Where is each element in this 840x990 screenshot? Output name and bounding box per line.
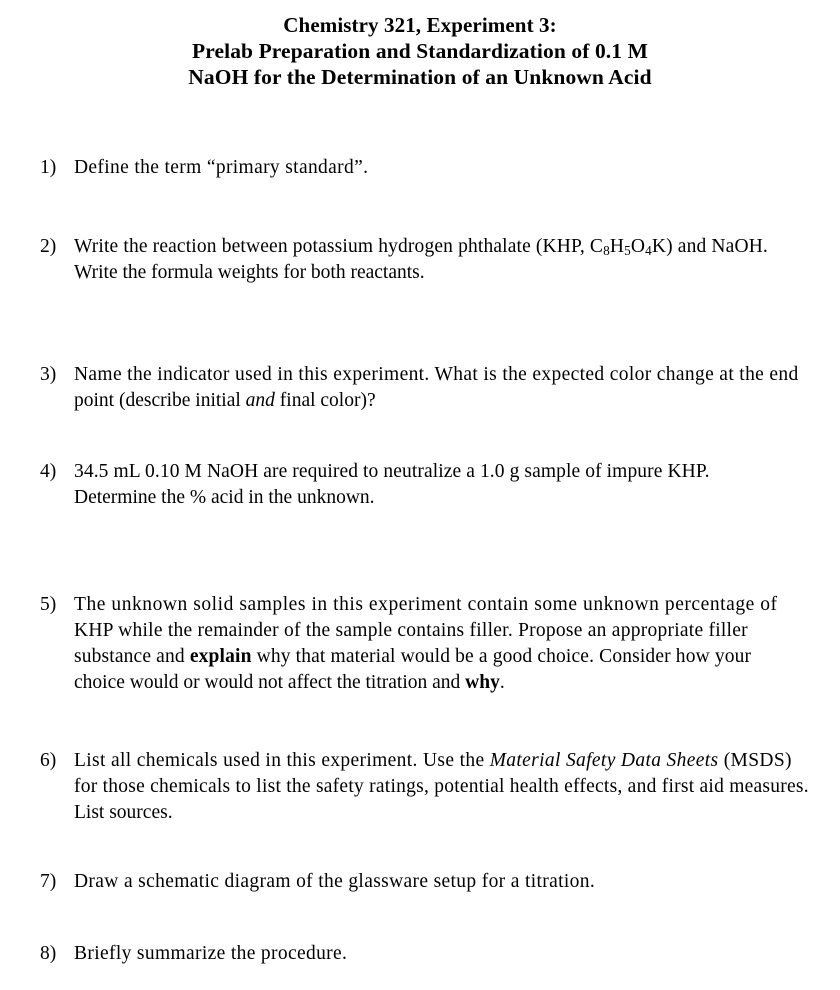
question-line — [74, 869, 595, 895]
question-number: 3) — [40, 364, 57, 385]
text-run: 34.5 mL 0.10 M NaOH are required to neutralize a 1.0 g sample of impure KHP. — [74, 461, 710, 482]
text-run: Draw a schematic diagram of the glassware setup for a titration. — [74, 871, 596, 892]
question-line — [74, 362, 799, 388]
title-line-1: Chemistry 321, Experiment 3: — [283, 13, 557, 37]
question-line — [74, 774, 809, 800]
question-text — [74, 459, 710, 511]
question-number: 2) — [40, 236, 57, 257]
text-run: Write the reaction between potassium hydrogen phthalate (KHP, C — [74, 236, 604, 257]
question-item — [40, 592, 778, 696]
text-run: List sources. — [74, 802, 173, 823]
emphasis-italic: and — [245, 390, 275, 411]
question-line — [74, 155, 368, 181]
document-title — [0, 12, 840, 90]
text-run: O — [630, 236, 646, 257]
question-number: 5) — [40, 594, 57, 615]
emphasis-bold: why — [465, 672, 500, 693]
question-line — [74, 800, 809, 826]
question-line — [74, 670, 778, 696]
text-run: Name the indicator used in this experiment. What is the expected color change at the end — [74, 364, 799, 385]
question-line — [74, 618, 778, 644]
question-text — [74, 869, 595, 895]
question-item — [40, 869, 595, 895]
question-text — [74, 234, 768, 286]
question-text — [74, 592, 778, 696]
question-text — [74, 941, 347, 967]
emphasis-italic: Material Safety Data Sheets — [489, 750, 719, 771]
question-item — [40, 234, 768, 286]
text-run: why that material would be a good choice. Consider how your — [251, 646, 752, 667]
question-line — [74, 234, 768, 260]
chemical-subscript: 5 — [624, 242, 631, 258]
question-item — [40, 155, 368, 181]
question-line — [74, 388, 799, 414]
question-line — [74, 941, 347, 967]
text-run: K) and NaOH. — [651, 236, 768, 257]
text-run: (MSDS) — [718, 750, 792, 771]
question-item — [40, 459, 710, 511]
text-run: Write the formula weights for both reactants. — [74, 262, 425, 283]
text-run: for those chemicals to list the safety ratings, potential health effects, and first aid measures. — [74, 776, 809, 797]
chemical-subscript: 4 — [645, 242, 652, 258]
question-number: 7) — [40, 871, 57, 892]
question-number: 6) — [40, 750, 57, 771]
question-item — [40, 748, 809, 826]
chemical-subscript: 8 — [603, 242, 610, 258]
question-line — [74, 459, 710, 485]
question-number: 4) — [40, 461, 57, 482]
question-item — [40, 362, 799, 414]
question-line — [74, 748, 809, 774]
text-run: point (describe initial — [74, 390, 246, 411]
question-line — [74, 485, 710, 511]
text-run: . — [499, 672, 505, 693]
text-run: Determine the % acid in the unknown. — [74, 487, 375, 508]
question-text — [74, 362, 799, 414]
title-line-2: Prelab Preparation and Standardization of 0.1 M — [191, 39, 648, 63]
question-number: 1) — [40, 157, 57, 178]
text-run: Briefly summarize the procedure. — [74, 943, 348, 964]
text-run: The unknown solid samples in this experiment contain some unknown percentage of — [74, 594, 778, 615]
title-line-3: NaOH for the Determination of an Unknown Acid — [188, 65, 652, 89]
question-line — [74, 260, 768, 286]
text-run: substance and — [74, 646, 190, 667]
question-text — [74, 748, 809, 826]
question-text — [74, 155, 368, 181]
question-item — [40, 941, 347, 967]
text-run: List all chemicals used in this experiment. Use the — [74, 750, 490, 771]
text-run: KHP while the remainder of the sample contains filler. Propose an appropriate filler — [74, 620, 748, 641]
text-run: H — [609, 236, 625, 257]
question-line — [74, 592, 778, 618]
question-number: 8) — [40, 943, 57, 964]
question-line — [74, 644, 778, 670]
text-run: choice would or would not affect the titration and — [74, 672, 466, 693]
text-run: final color)? — [274, 390, 376, 411]
emphasis-bold: explain — [189, 646, 252, 667]
text-run: Define the term “primary standard”. — [74, 157, 369, 178]
